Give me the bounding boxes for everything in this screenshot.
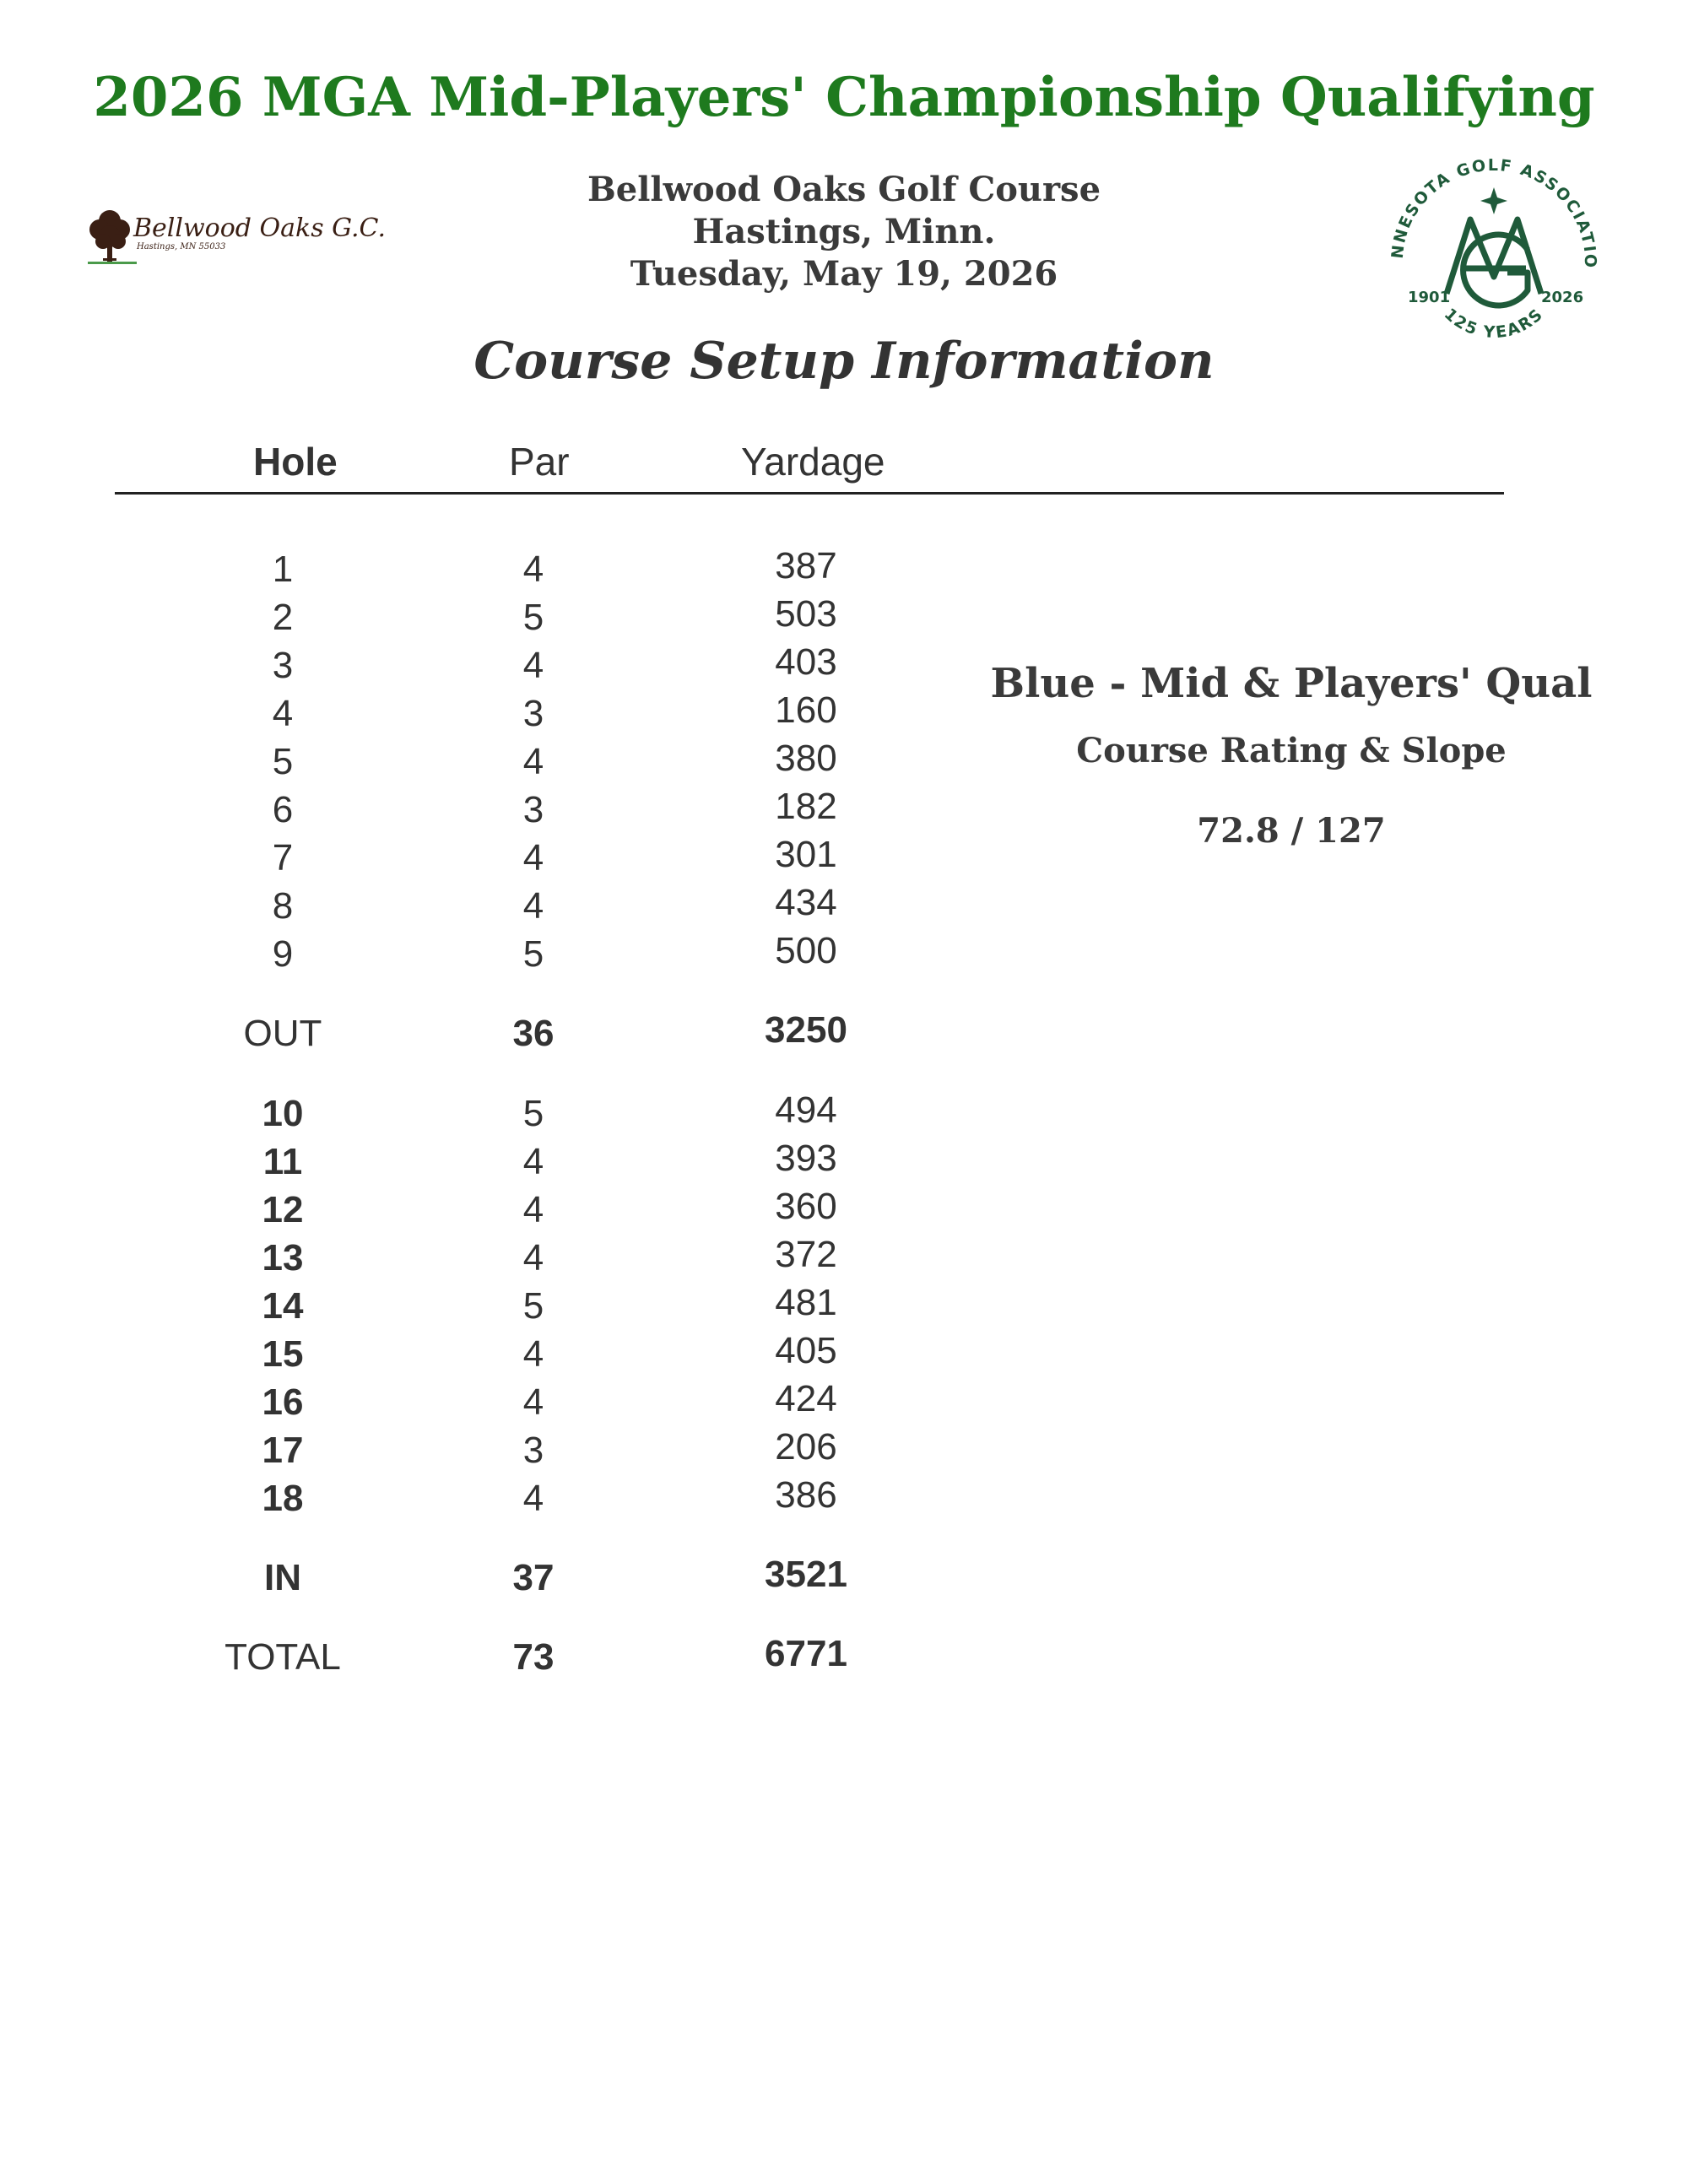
hole-yardage: 380 [775, 738, 837, 779]
hole-row [0, 1378, 928, 1429]
hole-number: 17 [262, 1430, 304, 1471]
hole-par: 4 [522, 1333, 544, 1375]
header-divider [115, 492, 1504, 495]
hole-yardage: 500 [775, 930, 837, 971]
svg-text:Bellwood Oaks G.C.: Bellwood Oaks G.C. [133, 214, 386, 243]
hole-par: 4 [522, 837, 544, 878]
hole-yardage: 301 [775, 834, 837, 875]
column-header-par: Par [509, 440, 570, 484]
hole-yardage: 424 [775, 1378, 837, 1419]
hole-row [0, 834, 928, 884]
hole-par: 5 [522, 597, 544, 638]
hole-row [0, 545, 928, 596]
total-row [0, 1633, 928, 1684]
tee-info [979, 660, 1604, 851]
in-subtotal-row [0, 1554, 928, 1604]
hole-yardage: 393 [775, 1138, 837, 1179]
event-date: Tuesday, May 19, 2026 [630, 254, 1058, 294]
mga-125-years-logo [1384, 150, 1604, 353]
hole-number: 5 [272, 741, 294, 782]
hole-par: 4 [522, 885, 544, 927]
hole-number: 9 [272, 933, 294, 975]
hole-yardage: 403 [775, 641, 837, 683]
hole-par: 4 [522, 741, 544, 782]
hole-par: 5 [522, 933, 544, 975]
hole-row [0, 1330, 928, 1381]
total-label: TOTAL [225, 1636, 341, 1678]
hole-yardage: 160 [775, 689, 837, 731]
hole-yardage: 494 [775, 1089, 837, 1131]
svg-text:Hastings, MN 55033: Hastings, MN 55033 [137, 242, 226, 251]
column-header-hole: Hole [253, 440, 338, 484]
svg-text:125 YEARS: 125 YEARS [1440, 305, 1548, 343]
hole-par: 4 [522, 645, 544, 686]
hole-par: 4 [522, 1381, 544, 1423]
hole-row [0, 1474, 928, 1525]
tee-name: Blue - Mid & Players' Qual [990, 660, 1593, 707]
hole-row [0, 1186, 928, 1236]
hole-number: 11 [262, 1141, 303, 1182]
course-rating-slope-label: Course Rating & Slope [1076, 731, 1507, 770]
hole-number: 6 [272, 789, 294, 830]
out-par: 36 [512, 1013, 555, 1054]
hole-number: 15 [262, 1333, 304, 1375]
hole-row [0, 882, 928, 933]
hole-par: 4 [522, 1478, 544, 1519]
in-par: 37 [512, 1557, 555, 1598]
hole-yardage: 360 [775, 1186, 837, 1227]
hole-par: 4 [522, 1141, 544, 1182]
hole-number: 4 [272, 693, 294, 734]
course-rating-slope-value: 72.8 / 127 [1197, 811, 1386, 851]
course-location: Hastings, Minn. [692, 212, 996, 251]
hole-row [0, 738, 928, 788]
hole-row [0, 1282, 928, 1333]
hole-number: 7 [272, 837, 294, 878]
hole-par: 3 [522, 789, 544, 830]
hole-row [0, 641, 928, 692]
hole-number: 14 [262, 1285, 304, 1327]
hole-row [0, 1426, 928, 1477]
column-header-yardage: Yardage [741, 440, 885, 484]
hole-number: 10 [262, 1093, 304, 1134]
hole-yardage: 481 [775, 1282, 837, 1323]
hole-par: 5 [522, 1285, 544, 1327]
hole-number: 1 [272, 549, 294, 590]
hole-number: 12 [262, 1189, 304, 1230]
hole-row [0, 1138, 928, 1188]
hole-row [0, 930, 928, 981]
hole-yardage: 372 [775, 1234, 837, 1275]
hole-yardage: 387 [775, 545, 837, 587]
page-title: 2026 MGA Mid-Players' Championship Qualifying [93, 66, 1595, 129]
hole-row [0, 593, 928, 644]
hole-par: 4 [522, 1189, 544, 1230]
hole-yardage: 206 [775, 1426, 837, 1468]
in-yardage: 3521 [765, 1554, 847, 1595]
hole-yardage: 386 [775, 1474, 837, 1516]
hole-number: 16 [262, 1381, 304, 1423]
svg-text:MINNESOTA GOLF ASSOCIATION: NNESOTA GOLF ASSOCIATIO [1388, 155, 1600, 269]
hole-number: 18 [262, 1478, 304, 1519]
svg-text:2026: 2026 [1541, 289, 1584, 306]
hole-number: 8 [272, 885, 294, 927]
hole-yardage: 182 [775, 786, 837, 827]
hole-number: 3 [272, 645, 294, 686]
hole-row [0, 1089, 928, 1140]
hole-par: 4 [522, 549, 544, 590]
hole-yardage: 503 [775, 593, 837, 635]
total-par: 73 [512, 1636, 555, 1678]
course-name: Bellwood Oaks Golf Course [587, 170, 1101, 209]
hole-number: 13 [262, 1237, 304, 1279]
hole-par: 3 [522, 693, 544, 734]
hole-row [0, 786, 928, 836]
out-yardage: 3250 [765, 1009, 847, 1051]
out-label: OUT [243, 1013, 322, 1054]
hole-row [0, 1234, 928, 1284]
total-yardage: 6771 [765, 1633, 847, 1674]
hole-par: 5 [522, 1093, 544, 1134]
hole-par: 4 [522, 1237, 544, 1279]
section-title: Course Setup Information [473, 332, 1215, 391]
svg-text:1901: 1901 [1408, 289, 1451, 306]
hole-yardage: 434 [775, 882, 837, 923]
out-subtotal-row [0, 1009, 928, 1060]
hole-number: 2 [272, 597, 294, 638]
hole-yardage: 405 [775, 1330, 837, 1371]
hole-row [0, 689, 928, 740]
hole-par: 3 [522, 1430, 544, 1471]
in-label: IN [264, 1557, 301, 1598]
